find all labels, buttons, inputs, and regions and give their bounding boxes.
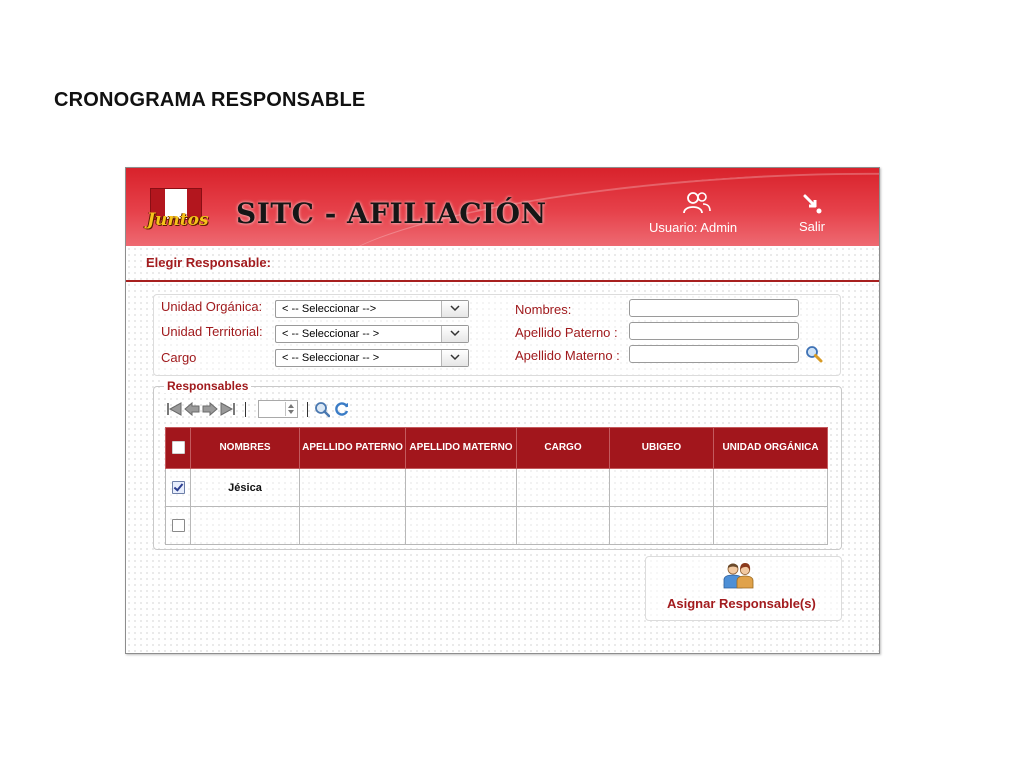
- apellido-paterno-label: Apellido Paterno :: [515, 325, 618, 340]
- cargo-value: < -- Seleccionar -- >: [282, 352, 380, 364]
- table-cell: [610, 507, 714, 545]
- assign-users-icon[interactable]: [722, 561, 756, 589]
- column-header[interactable]: NOMBRES: [191, 428, 300, 469]
- app-title: SITC - AFILIACIÓN: [236, 197, 547, 230]
- table-cell: [517, 469, 610, 507]
- table-cell: [300, 507, 406, 545]
- users-icon[interactable]: [682, 190, 712, 216]
- table-cell: [610, 469, 714, 507]
- page-spinner[interactable]: [285, 402, 296, 416]
- last-page-icon[interactable]: [220, 400, 236, 418]
- row-checkbox[interactable]: [172, 481, 185, 494]
- header-banner: [126, 168, 879, 246]
- section-title: Elegir Responsable:: [146, 255, 271, 270]
- assign-responsables-label[interactable]: Asignar Responsable(s): [667, 596, 816, 611]
- table-cell: [191, 507, 300, 545]
- row-select-cell[interactable]: [166, 507, 191, 545]
- user-label: Usuario: Admin: [649, 220, 738, 235]
- unidad-territorial-select[interactable]: [275, 325, 469, 343]
- unidad-organica-select[interactable]: [275, 300, 469, 318]
- select-all-checkbox[interactable]: [172, 441, 185, 454]
- refresh-icon[interactable]: [334, 400, 350, 418]
- responsables-table: [165, 427, 828, 545]
- search-icon[interactable]: [805, 345, 823, 363]
- column-header[interactable]: CARGO: [517, 428, 610, 469]
- apellido-materno-input[interactable]: [629, 345, 799, 363]
- chevron-down-icon[interactable]: [441, 301, 468, 317]
- table-cell: [517, 507, 610, 545]
- juntos-logo[interactable]: [147, 188, 209, 231]
- select-all-header[interactable]: [166, 428, 191, 469]
- table-row[interactable]: [166, 507, 828, 545]
- document-title: CRONOGRAMA RESPONSABLE: [54, 89, 366, 111]
- logo-text: Juntos: [147, 210, 209, 230]
- unidad-territorial-label: Unidad Territorial:: [161, 324, 263, 339]
- row-checkbox[interactable]: [172, 519, 185, 532]
- cargo-select[interactable]: [275, 349, 469, 367]
- apellido-paterno-input[interactable]: [629, 322, 799, 340]
- column-header[interactable]: APELLIDO MATERNO: [406, 428, 517, 469]
- responsables-legend: Responsables: [164, 379, 251, 393]
- unidad-territorial-value: < -- Seleccionar -- >: [282, 328, 380, 340]
- nombres-label: Nombres:: [515, 302, 572, 317]
- column-header[interactable]: APELLIDO PATERNO: [300, 428, 406, 469]
- row-select-cell[interactable]: [166, 469, 191, 507]
- exit-icon[interactable]: [801, 192, 825, 216]
- nombres-input[interactable]: [629, 299, 799, 317]
- search-icon[interactable]: [314, 400, 330, 418]
- unidad-organica-value: < -- Seleccionar -->: [282, 303, 377, 315]
- table-cell: [300, 469, 406, 507]
- pager-separator: [245, 402, 246, 417]
- section-divider: [126, 280, 879, 282]
- column-header[interactable]: UBIGEO: [610, 428, 714, 469]
- spinner-arrows-icon: [286, 402, 296, 416]
- first-page-icon[interactable]: [166, 400, 182, 418]
- table-cell: [714, 507, 828, 545]
- apellido-materno-label: Apellido Materno :: [515, 348, 620, 363]
- table-cell: [406, 469, 517, 507]
- table-cell: [406, 507, 517, 545]
- table-row[interactable]: [166, 469, 828, 507]
- next-page-icon[interactable]: [202, 400, 218, 418]
- app-window: [125, 167, 880, 654]
- table-cell: Jésica: [191, 469, 300, 507]
- cargo-label: Cargo: [161, 350, 197, 365]
- table-cell: [714, 469, 828, 507]
- previous-page-icon[interactable]: [184, 400, 200, 418]
- chevron-down-icon[interactable]: [441, 350, 468, 366]
- unidad-organica-label: Unidad Orgánica:: [161, 299, 263, 314]
- column-header[interactable]: UNIDAD ORGÁNICA: [714, 428, 828, 469]
- table-header-row: [166, 428, 828, 469]
- exit-link[interactable]: Salir: [799, 219, 826, 234]
- pager-separator: [307, 402, 308, 417]
- page-number-input[interactable]: [258, 400, 298, 418]
- chevron-down-icon[interactable]: [441, 326, 468, 342]
